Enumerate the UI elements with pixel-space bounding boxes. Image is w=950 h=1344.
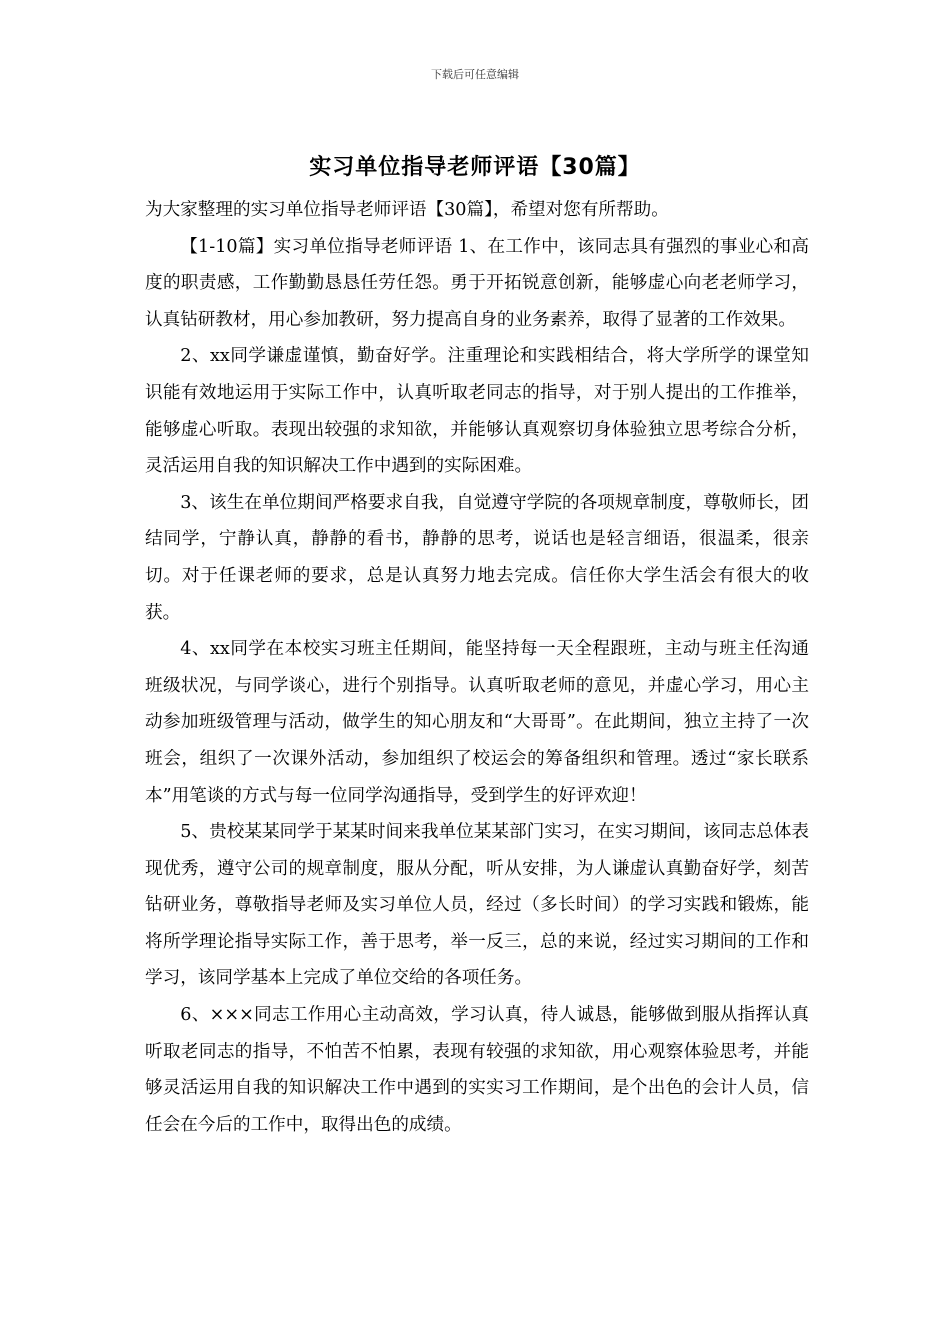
- comment-paragraph-4: 4、xx同学在本校实习班主任期间，能坚持每一天全程跟班，主动与班主任沟通班级状况，与同学谈心，进行个别指导。认真听取老师的意见，并虚心学习，用心主动参加班级管理与活动，做学生的知心朋友和“大哥哥”。在此期间，独立主持了一次班会，组织了一次课外活动，参加组织了校运会的筹备组织和管理。透过“家长联系本”用笔谈的方式与每一位同学沟通指导，受到学生的好评欢迎！: [145, 639, 809, 806]
- page-header-note: 下载后可任意编辑: [431, 68, 519, 81]
- comment-paragraph-1: 【1-10篇】实习单位指导老师评语 1、在工作中，该同志具有强烈的事业心和高度的职责感，工作勤勤恳恳任劳任怨。勇于开拓锐意创新，能够虚心向老老师学习，认真钻研教材，用心参加教研，努力提高自身的业务素养，取得了显著的工作效果。: [145, 236, 809, 330]
- comment-paragraph-2: 2、xx同学谦虚谨慎，勤奋好学。注重理论和实践相结合，将大学所学的课堂知识能有效地运用于实际工作中，认真听取老同志的指导，对于别人提出的工作推举，能够虚心听取。表现出较强的求知欲，并能够认真观察切身体验独立思考综合分析，灵活运用自我的知识解决工作中遇到的实际困难。: [145, 346, 809, 477]
- comment-paragraph-3: 3、该生在单位期间严格要求自我，自觉遵守学院的各项规章制度，尊敬师长，团结同学，宁静认真，静静的看书，静静的思考，说话也是轻言细语，很温柔，很亲切。对于任课老师的要求，总是认真努力地去完成。信任你大学生活会有很大的收获。: [145, 492, 809, 623]
- intro-paragraph: 为大家整理的实习单位指导老师评语【30篇】，希望对您有所帮助。: [145, 200, 669, 220]
- document-title: 实习单位指导老师评语【30篇】: [309, 155, 641, 180]
- document-body: [145, 192, 809, 1143]
- comment-paragraph-5: 5、贵校某某同学于某某时间来我单位某某部门实习，在实习期间，该同志总体表现优秀，遵守公司的规章制度，服从分配，听从安排，为人谦虚认真勤奋好学，刻苦钻研业务，尊敬指导老师及实习单位人员，经过（多长时间）的学习实践和锻炼，能将所学理论指导实际工作，善于思考，举一反三，总的来说，经过实习期间的工作和学习，该同学基本上完成了单位交给的各项任务。: [145, 822, 809, 989]
- comment-paragraph-6: 6、×××同志工作用心主动高效，学习认真，待人诚恳，能够做到服从指挥认真听取老同志的指导，不怕苦不怕累，表现有较强的求知欲，用心观察体验思考，并能够灵活运用自我的知识解决工作中遇到的实实习工作期间，是个出色的会计人员，信任会在今后的工作中，取得出色的成绩。: [145, 1005, 809, 1135]
